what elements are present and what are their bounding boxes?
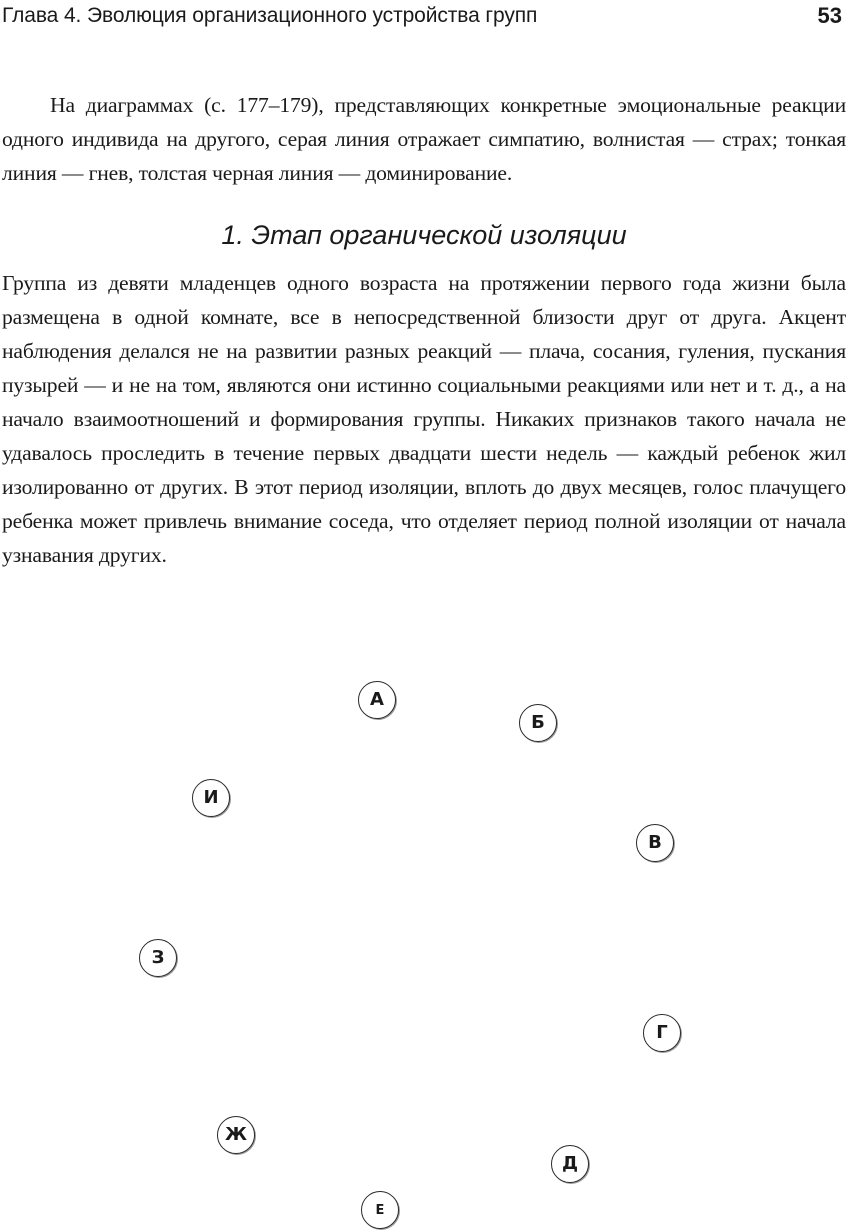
node-z: З xyxy=(139,939,177,977)
running-head xyxy=(2,2,842,32)
node-i: И xyxy=(192,779,230,817)
node-g: Г xyxy=(643,1014,681,1052)
node-e: Е xyxy=(361,1191,399,1229)
section-paragraph: Группа из девяти младенцев одного возраста на протяжении первого года жизни была размещена в одной комнате, все в непосредственной близости друг от друга. Акцент наблюдения делался не на развитии разных реакций — плача, сосания, гуления, пускания пузырей — и не на том, являются они истинно социальными реакциями или нет и т. д., а на начало взаимоотношений и формирования группы. Никаких признаков такого начала не удавалось проследить в течение первых двадцати шести недель — каждый ребенок жил изолированно от других. В этот период изоляции, вплоть до двух месяцев, голос плачущего ребенка может привлечь внимание соседа, что отделяет период полной изоляции от начала узнавания других. xyxy=(2,271,846,567)
section-heading: 1. Этап органической изоляции xyxy=(221,220,627,250)
chapter-title: Глава 4. Эволюция организационного устройства групп xyxy=(2,4,538,27)
node-b: Б xyxy=(519,704,557,742)
node-a: А xyxy=(358,681,396,719)
sociogram-diagram xyxy=(0,660,848,1232)
intro-paragraph: На диаграммах (с. 177–179), представляющих конкретные эмоциональные реакции одного индивида на другого, серая линия отражает симпатию, волнистая — страх; тонкая линия — гнев, толстая черная линия — доминирование. xyxy=(2,93,846,185)
page-number: 53 xyxy=(817,3,842,28)
node-d: Д xyxy=(551,1145,589,1183)
node-zh: Ж xyxy=(217,1116,255,1154)
node-v: В xyxy=(636,824,674,862)
